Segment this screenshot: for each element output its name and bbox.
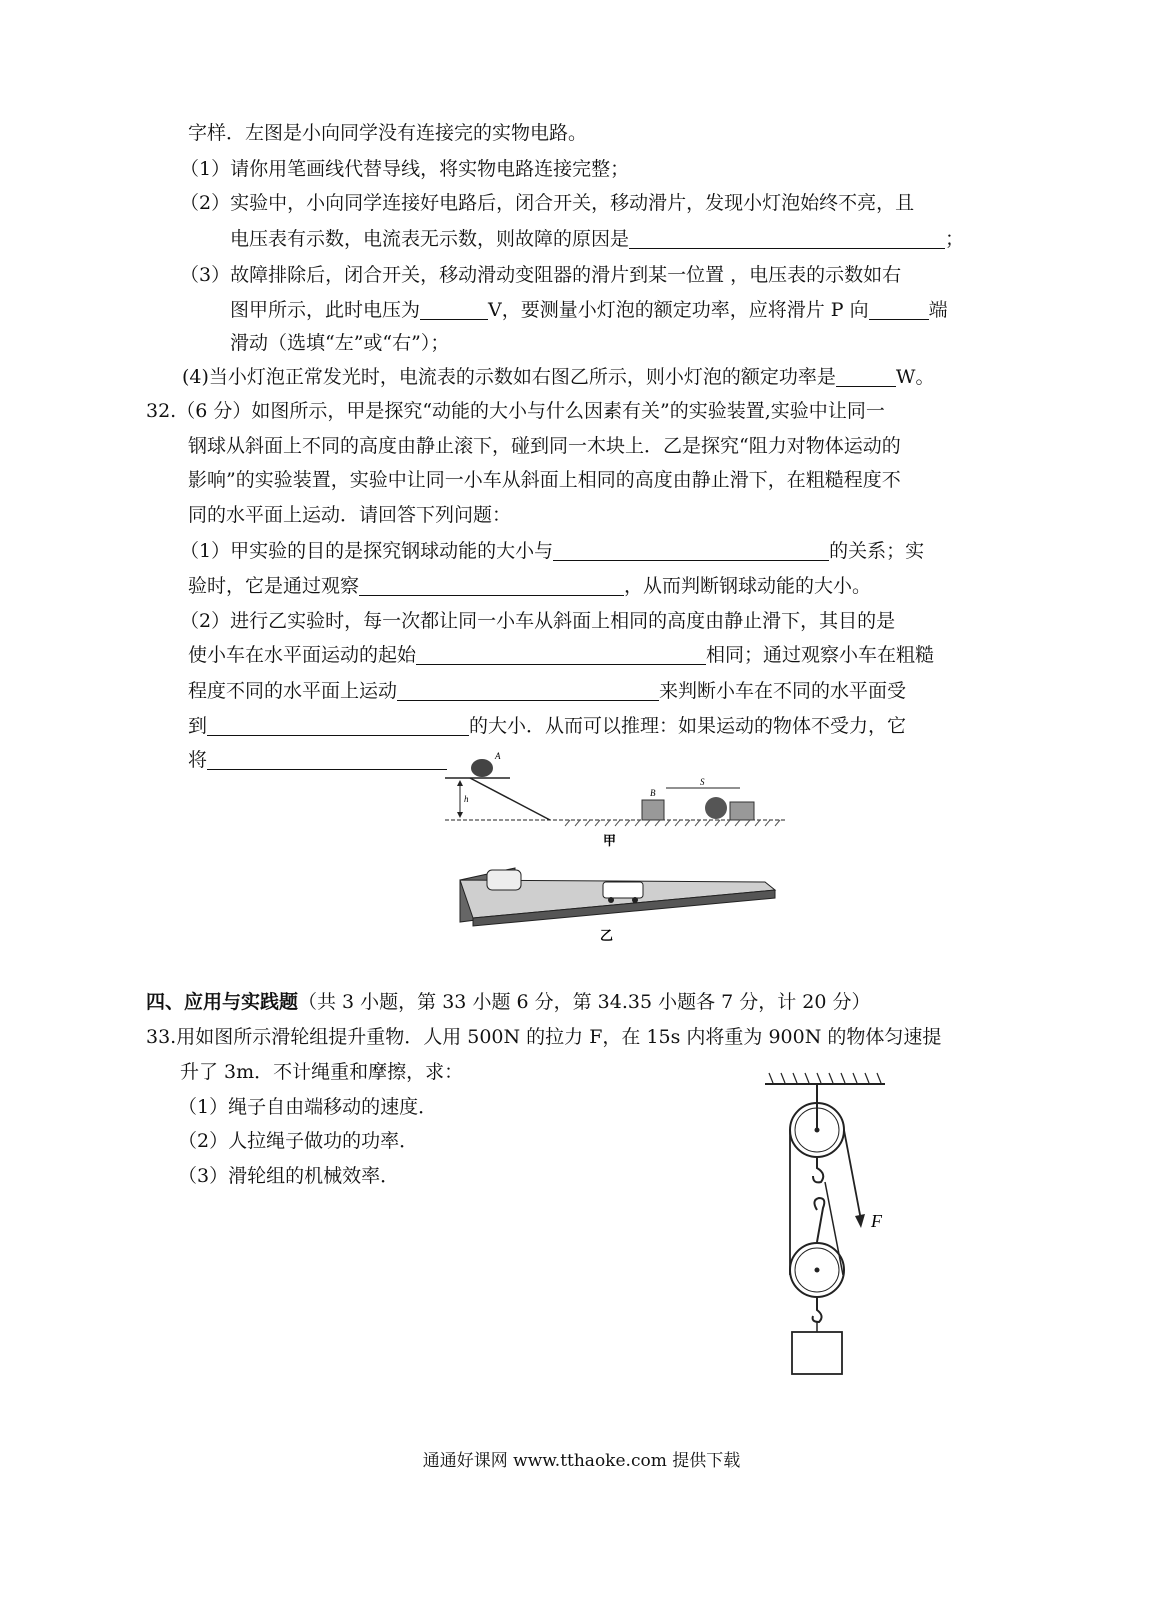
fixed-pulley-axle [815,1128,820,1133]
q31-part2-end: ； [945,228,965,250]
block-B [642,800,664,820]
q32-sub2-text6: 的大小．从而可以推理：如果运动的物体不受力，它 [469,715,907,737]
q33-line2: 升了 3m．不计绳重和摩擦，求： [180,1061,464,1083]
height-arrow-down [457,812,463,818]
q31-part1: （1）请你用笔画线代替导线，将实物电路连接完整； [180,158,630,180]
section-4-title: 四、应用与实践题 [146,991,299,1013]
rope-middle [825,1182,843,1275]
q32-sub2-line3 [188,678,906,704]
q32-line3: 影响”的实验装置，实验中让同一小车从斜面上相同的高度由静止滑下，在粗糙程度不 [188,469,901,491]
load-hook [813,1297,822,1322]
answer-blank[interactable] [836,366,896,387]
q31-part3-line3: 滑动（选填“左”或“右”）； [230,332,450,354]
q32-sub1-text3: 验时，它是通过观察 [188,575,360,597]
q32-line2: 钢球从斜面上不同的高度由静止滚下，碰到同一木块上．乙是探究“阻力对物体运动的 [188,435,901,457]
q31-part3-text1: 图甲所示，此时电压为 [230,299,421,321]
answer-blank[interactable] [397,680,659,701]
answer-blank[interactable] [420,299,488,320]
pulley-system-figure [755,1070,905,1380]
fixed-pulley-hook [813,1158,823,1182]
answer-blank[interactable] [207,749,447,770]
q32-sub2-text1: 使小车在水平面运动的起始 [188,644,417,666]
q32-sub2-text5: 到 [188,715,208,737]
q32-sub2-text4: 来判断小车在不同的水平面受 [659,680,907,702]
ceiling-hatching [769,1073,881,1083]
height-arrow-up [457,780,463,786]
wood-block [730,802,754,820]
q32-line4: 同的水平面上运动．请回答下列问题： [188,504,512,526]
q33-part2: （2）人拉绳子做功的功率． [178,1130,419,1152]
q32-sub1-text2: 的关系；实 [829,540,925,562]
rope-free-end [844,1130,861,1220]
q31-intro: 字样．左图是小向同学没有连接完的实物电路。 [188,122,588,144]
q31-part4-text: (4)当小灯泡正常发光时，电流表的示数如右图乙所示，则小灯泡的额定功率是 [182,366,836,388]
q32-line1: 32.（6 分）如图所示，甲是探究“动能的大小与什么因素有关”的实验装置,实验中让同一 [146,400,885,422]
q32-sub2-line1: （2）进行乙实验时，每一次都让同一小车从斜面上相同的高度由静止滑下，其目的是 [180,610,896,632]
q33-part1: （1）绳子自由端移动的速度． [178,1096,438,1118]
q31-part3-line2 [230,297,948,323]
q32-sub2-text7: 将 [188,749,208,771]
answer-blank[interactable] [629,228,945,249]
q32-sub2-text3: 程度不同的水平面上运动 [188,680,398,702]
q32-sub2-line4 [188,713,906,739]
q31-part3-text3: 端 [928,299,948,321]
q33-line1: 33.用如图所示滑轮组提升重物．人用 500N 的拉力 F，在 15s 内将重为 900N 的物体匀速提 [146,1026,942,1048]
label-A: A [495,751,501,761]
car-wheel [632,897,638,903]
page-footer: 通通好课网 www.tthaoke.com 提供下载 [422,1451,741,1471]
q32-sub2-line5 [188,747,447,773]
car-on-board [603,882,643,898]
figure-jia-ramp-diagram [440,750,790,850]
q33-part3: （3）滑轮组的机械效率． [178,1165,400,1187]
ground-hatching [565,820,780,826]
answer-blank[interactable] [416,644,706,665]
q32-sub2-line2 [188,642,934,668]
q31-part4 [182,364,934,390]
load-block [792,1332,842,1374]
ramp-slope [470,778,550,820]
steel-ball [471,759,493,777]
label-F: F [871,1211,882,1231]
figure-label-yi: 乙 [600,929,614,944]
q32-sub1-line2 [188,573,871,599]
q31-part4-end: W。 [895,366,935,388]
q32-sub1-line1 [180,538,924,564]
q32-sub1-text: （1）甲实验的目的是探究钢球动能的大小与 [180,540,554,562]
label-h: h [464,794,469,804]
car-on-ramp [487,870,521,890]
q32-sub2-text2: 相同；通过观察小车在粗糙 [706,644,935,666]
ball-at-bottom [705,797,727,819]
movable-pulley-top-hook [814,1198,824,1242]
q31-part2-text: 电压表有示数，电流表无示数，则故障的原因是 [230,228,630,250]
section-4-heading [146,989,871,1015]
force-arrowhead [855,1214,865,1228]
answer-blank[interactable] [359,575,624,596]
q31-part3-text2: V，要测量小灯泡的额定功率，应将滑片 P 向 [488,299,869,321]
label-B: B [650,788,656,798]
answer-blank[interactable] [869,299,929,320]
label-S: S [700,777,705,787]
figure-yi-car-board [455,860,785,945]
q31-part2-line1: （2）实验中，小向同学连接好电路后，闭合开关，移动滑片，发现小灯泡始终不亮，且 [180,192,915,214]
figure-label-jia: 甲 [603,834,617,849]
car-wheel [608,897,614,903]
movable-pulley-axle [815,1268,820,1273]
q31-part3-line1: （3）故障排除后，闭合开关，移动滑动变阻器的滑片到某一位置 ，电压表的示数如右 [180,264,902,286]
section-4-note: （共 3 小题，第 33 小题 6 分，第 34.35 小题各 7 分，计 20 分） [298,991,871,1013]
answer-blank[interactable] [553,540,829,561]
q32-sub1-text4: ，从而判断钢球动能的大小。 [624,575,872,597]
answer-blank[interactable] [207,715,469,736]
q31-part2-line2 [230,226,964,252]
